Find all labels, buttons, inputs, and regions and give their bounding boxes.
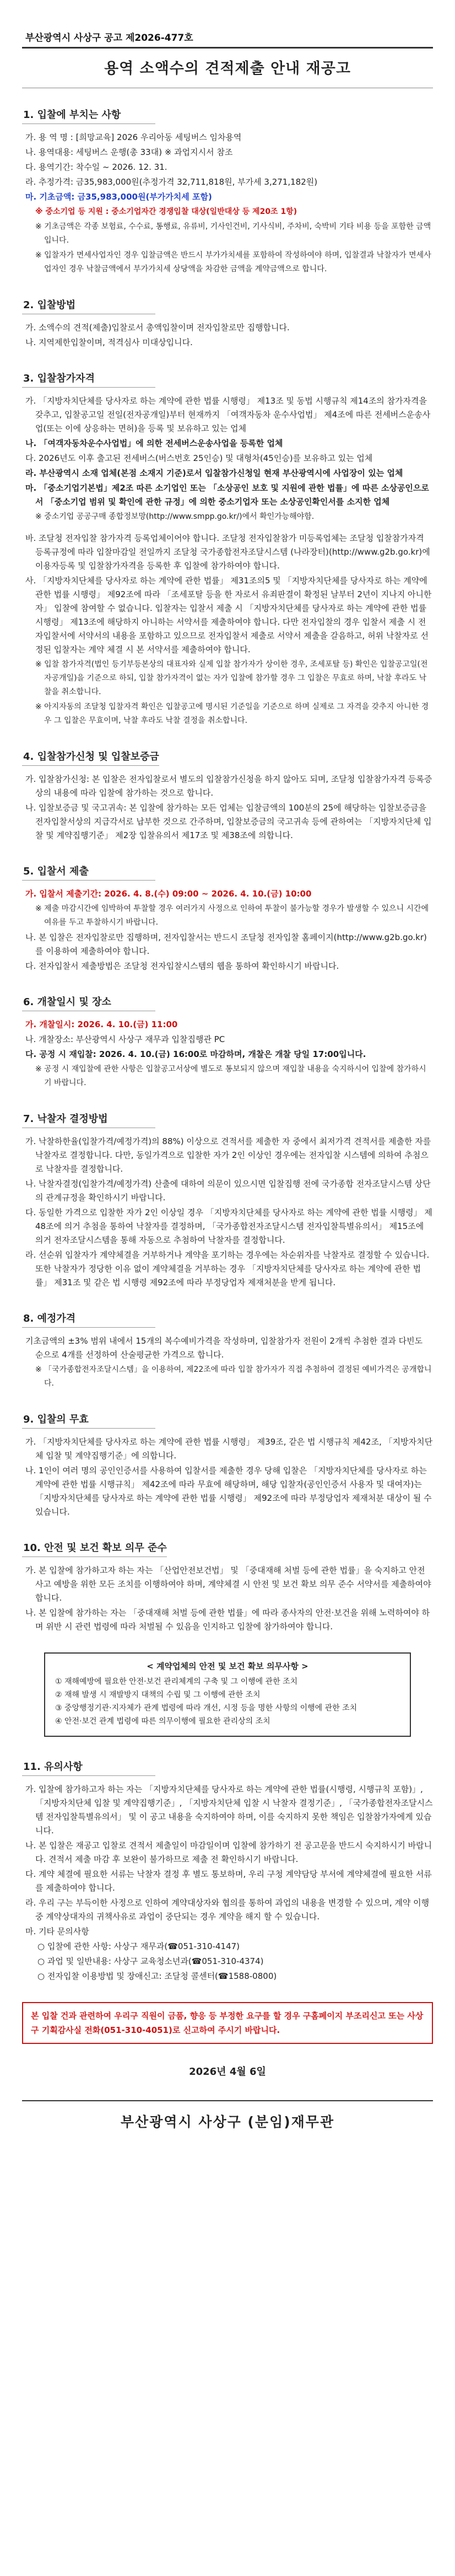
notice-date: 2026년 4월 6일 xyxy=(189,2066,266,2078)
opening-place: 나. 개찰장소: 부산광역시 사상구 재무과 입찰집행관 PC xyxy=(25,1034,225,1044)
section-title: 5. 입찰서 제출 xyxy=(22,861,155,881)
list-item: 가. 소액수의 견적(제출)입찰로서 총액입찰이며 전자입찰로만 집행합니다. xyxy=(25,323,290,332)
section-11 xyxy=(22,1757,433,1983)
safety-obligations-box xyxy=(44,1652,411,1737)
top-rule xyxy=(22,47,433,49)
contact-item: ○ 전자입찰 이용방법 및 장애신고: 조달청 콜센터(☎1588-0800) xyxy=(37,1971,277,1981)
service-name: 가. 용 역 명 : [희망교육] 2026 우리아동 세팅버스 임차용역 xyxy=(25,132,242,142)
section-title: 10. 안전 및 보건 확보 의무 준수 xyxy=(22,1538,167,1557)
list-item: ※ 공정 시 재입찰에 관한 사항은 입찰공고서상에 별도로 통보되지 않으며 재입찰 내용을 숙지하시어 입찰에 참가하시기 바랍니다. xyxy=(35,1065,426,1087)
section-7 xyxy=(22,1109,433,1290)
list-item: ※ 제출 마감시간에 임박하여 투찰할 경우 여러가지 사정으로 인하여 투찰이 불가능할 경우가 발생할 수 있으니 시간에 여유를 두고 투찰하시기 바랍니다. xyxy=(35,904,429,927)
section-1 xyxy=(22,105,433,276)
service-content: 나. 용역대용: 세팅버스 운행(총 33대) ※ 과업지시서 참조 xyxy=(25,147,233,157)
list-item: ④ 안전·보건 관계 법령에 따른 의무이행에 필요한 관리상의 조치 xyxy=(55,1717,270,1726)
list-item: 라. 부산광역시 소재 업체(본점 소재지 기준)로서 입찰참가신청일 현재 부산광역시에 사업장이 있는 업체 xyxy=(25,468,403,478)
estimated-price: 라. 추정가격: 금35,983,000원(추정가격 32,711,818원, 부가세 3,271,182원) xyxy=(25,177,318,187)
contact-item: ○ 과업 및 일반내용: 사상구 교육청소년과(☎051-310-4374) xyxy=(37,1956,264,1966)
list-item: 다. 2026년도 이후 출고된 전세버스(버스번호 25인승) 및 대형차(45인승)를 보유하고 있는 업체 xyxy=(25,453,373,463)
section-title: 8. 예정가격 xyxy=(22,1308,155,1328)
list-item: 라. 우리 구는 부득이한 사정으로 인하여 계약대상자와 협의를 통하여 과업의 내용을 변경할 수 있으며, 계약 이행 중 계약상대자의 귀책사유로 과업이 중단되는 경우 계약을 해지 할 수 있습니다. xyxy=(25,1898,430,1922)
sme-link-note[interactable]: ※ 중소기업 공공구매 종합정보망(http://www.smpp.go.kr/)에서 확인가능해야함. xyxy=(35,512,315,521)
list-item: 나. 낙찰자결정(입찰가격/예정가격) 산출에 대하여 의문이 있으시면 입찰집행 전에 국가종합 전자조달시스템 상단의 관계규정을 확인하시기 바랍니다. xyxy=(25,1179,431,1203)
list-item: 가. 「지방자치단체를 당사자로 하는 계약에 관한 법률 시행령」 제13조 및 동법 시행규칙 제14조의 참가자격을 갖추고, 입찰공고일 전일(전자공개일)부터 현재까지 「여객자동차 운수사업법」 제4조에 따른 전세버스운송사업(또는 이에 상응하는 면허)을 등록 및 보유하고 있는 업체 xyxy=(25,396,431,433)
cost-note: ※ 기초금액은 각종 보험료, 수수료, 통행료, 유류비, 기사인건비, 기사식비, 주차비, 숙박비 기타 비용 등을 포함한 금액입니다. xyxy=(35,222,431,245)
notice-number: 부산광역시 사상구 공고 제2026-477호 xyxy=(25,33,193,44)
list-item: 나. 본 입찰에 참가하는 자는 「중대재해 처벌 등에 관한 법률」에 따라 종사자의 안전·보건을 위해 노력하여야 하며 위반 시 관련 법령에 따라 처벌될 수 있음을 인지하고 입찰에 참가하여야 합니다. xyxy=(25,1608,430,1632)
list-item: ② 재해 발생 시 재발방지 대책의 수립 및 그 이행에 관한 조치 xyxy=(55,1690,261,1699)
list-item: ※ 입찰 참가자격(법인 등기부등본상의 대표자와 실제 입찰 참가자가 상이한 경우, 조세포탈 등) 확인은 입찰공고일(전자공개일)을 기준으로 하되, 입찰 참가자격이 없는 자가 입찰에 참가할 경우 그 입찰은 무효로 하며, 낙찰 후라도 낙찰을 취소합니다. xyxy=(35,660,428,696)
opening-date: 가. 개찰일시: 2026. 4. 10.(금) 11:00 xyxy=(25,1019,178,1029)
list-item: 가. 「지방자치단체를 당사자로 하는 계약에 관한 법률 시행령」 제39조, 같은 법 시행규칙 제42조, 「지방자치단체 입찰 및 계약집행기준」에 의합니다. xyxy=(25,1437,433,1461)
list-item: 가. 낙찰하한율(입찰가격/예정가격)의 88%) 이상으로 견적서를 제출한 자 중에서 최저가격 견적서를 제출한 자를 낙찰자로 결정합니다. 다만, 동일가격으로 입찰한 자가 2인 이상인 경우에는 전자입찰 시스템에 의하여 추첨으로 낙찰자를 결정합니다. xyxy=(25,1136,431,1174)
issuer-signature: 부산광역시 사상구 (분임)재무관 xyxy=(22,2100,433,2131)
list-item: ① 재해예방에 필요한 안전·보건 관리체계의 구축 및 그 이행에 관한 조치 xyxy=(55,1677,298,1686)
list-item: 다. 계약 체결에 필요한 서류는 낙찰자 결정 후 별도 통보하며, 우리 구청 계약담당 부서에 계약체결에 필요한 서류를 제출하여야 합니다. xyxy=(25,1869,432,1893)
section-title: 9. 입찰의 무효 xyxy=(22,1409,155,1429)
page-title: 용역 소액수의 견적제출 안내 재공고 xyxy=(104,60,351,77)
section-title: 6. 개찰일시 및 장소 xyxy=(22,992,155,1011)
section-2 xyxy=(22,295,433,350)
submission-period: 가. 입찰서 제출기간: 2026. 4. 8.(수) 09:00 ~ 2026. 4. 10.(금) 10:00 xyxy=(25,889,312,899)
section-9 xyxy=(22,1409,433,1519)
list-item: 마. 「중소기업기본법」제2조 따른 소기업인 또는 「소상공인 보호 및 지원에 관한 법률」에 따른 소상공인으로서 「중소기업 범위 및 확인에 관한 규정」에 의한 중소기업자 또는 소상공인확인서를 소지한 업체 xyxy=(25,483,429,507)
list-item: 라. 선순위 입찰자가 계약체결을 거부하거나 계약을 포기하는 경우에는 차순위자를 낙찰자로 결정할 수 있습니다. 또한 낙찰자가 정당한 이유 없이 계약체결을 거부하는 경우 「지방자치단체를 당사자로 하는 계약에 관한 법률」 제31조 및 같은 법 시행령 제92조에 따라 부정당업자 제재처분을 받게 됩니다. xyxy=(25,1250,430,1287)
box-title: < 계약업체의 안전 및 보건 확보 의무사항 > xyxy=(147,1661,308,1671)
list-item: 가. 입찰참가신청: 본 입찰은 전자입찰로서 별도의 입찰참가신청을 하지 않아도 되며, 조달청 입찰참가자격 등록증상의 내용에 따라 입찰에 참가하는 것으로 합니다. xyxy=(25,774,432,798)
list-item: 기초금액의 ±3% 범위 내에서 15개의 복수예비가격을 작성하며, 입찰참가자 전원이 2개씩 추첨한 결과 다빈도 순으로 4개를 선정하여 산술평균한 가격으로 합니다. xyxy=(25,1336,423,1360)
section-title: 7. 낙찰자 결정방법 xyxy=(22,1109,155,1128)
section-10 xyxy=(22,1538,433,1634)
section-6 xyxy=(22,992,433,1090)
list-item: 마. 기타 문의사항 xyxy=(25,1926,89,1936)
list-item: 나. 입찰보증금 및 국고귀속: 본 입찰에 참가하는 모든 업체는 입찰금액의 100분의 25에 해당하는 입찰보증금을 전자입찰서상의 지급각서로 납부한 것으로 간주하며, 입찰보증금의 국고귀속 등에 관하여는 「지방자치단체 입찰 및 계약집행기준」 제2장 입찰유의서 제17조 및 제38조에 의합니다. xyxy=(25,803,432,840)
tax-note: ※ 입찰자가 면세사업자인 경우 입찰금액은 반드시 부가가치세를 포함하여 작성하여야 하며, 입찰결과 낙찰자가 면세사업자인 경우 낙찰금액에서 부가가치세 상당액을 차감한 금액을 계약금액으로 합니다. xyxy=(35,251,431,273)
sme-note: ※ 중소기업 등 지원 : 중소기업자간 경쟁입찰 대상(일반대상 등 제20조 1항) xyxy=(35,207,297,216)
section-4 xyxy=(22,747,433,842)
list-item: 다. 전자입찰서 제출방법은 조달청 전자입찰시스템의 웹을 통하여 확인하시기 바랍니다. xyxy=(25,961,339,971)
section-title: 11. 유의사항 xyxy=(22,1757,155,1776)
section-title: 4. 입찰참가신청 및 입찰보증금 xyxy=(22,747,159,766)
list-item: ※ 「국가종합전자조달시스템」을 이용하여, 제22조에 따라 입찰 참가자가 직접 추첨하여 결정된 예비가격은 공개합니다. xyxy=(35,1365,432,1388)
section-title: 3. 입찰참가자격 xyxy=(22,368,155,388)
section-title: 1. 입찰에 부치는 사항 xyxy=(22,105,155,124)
corruption-report-notice: 본 입찰 건과 관련하여 우리구 직원이 금품, 향응 등 부정한 요구를 할 경우 구홈페이지 부조리신고 또는 사상구 기획감사실 전화(051-310-4051)로 신고하여 주시기 바랍니다. xyxy=(22,2002,433,2044)
section-title: 2. 입찰방법 xyxy=(22,295,155,314)
list-item: 가. 본 입찰에 참가하고자 하는 자는 「산업안전보건법」 및 「중대재해 처벌 등에 관한 법률」을 숙지하고 안전사고 예방을 위한 모든 조치를 이행하여야 하며, 계약체결 시 안전 및 보건 확보 의무 준수 서약서를 제출하여야 합니다. xyxy=(25,1565,431,1603)
list-item: ※ 아지자동의 조달청 입찰자격 확인은 입찰공고에 명시된 기준일을 기준으로 하며 실제로 그 자격을 갖추지 아니한 경우 그 입찰은 무효이며, 낙찰 후라도 낙찰 결정을 취소합니다. xyxy=(35,702,429,725)
section-3 xyxy=(22,368,433,728)
list-item: 나. 지역제한입찰이며, 적격심사 미대상입니다. xyxy=(25,337,193,347)
list-item: 나. 1인이 여러 명의 공인인증서를 사용하여 입찰서를 제출한 경우 당해 입찰은 「지방자치단체를 당사자로 하는 계약에 관한 법률 시행규칙」 제42조에 따라 무효에 해당하며, 해당 입찰자(공인인증서 사용자 및 대여자)는 「지방자치단체를 당사자로 하는 계약에 관한 법률 시행령」 제92조에 따라 부정당업자 제재처분 대상이 될 수 있습니다. xyxy=(25,1466,432,1517)
list-item: ③ 중앙행정기관·지자체가 관계 법령에 따라 개선, 시정 등을 명한 사항의 이행에 관한 조치 xyxy=(55,1704,358,1713)
rebid-info: 다. 공정 시 재입찰: 2026. 4. 10.(금) 16:00로 마감하며, 개찰은 개찰 당일 17:00입니다. xyxy=(25,1049,366,1059)
section-8 xyxy=(22,1308,433,1391)
contact-item: ○ 입찰에 관한 사항: 사상구 재무과(☎051-310-4147) xyxy=(37,1941,240,1951)
list-item: 나. 본 입찰은 전자입찰로만 집행하며, 전자입찰서는 반드시 조달청 전자입찰 홈페이지(http://www.g2b.go.kr)를 이용하여 제출하여야 합니다. xyxy=(25,932,427,956)
list-item: 다. 동일한 가격으로 입찰한 자가 2인 이상일 경우 「지방자치단체를 당사자로 하는 계약에 관한 법률 시행령」 제48조에 의거 추첨을 통하여 낙찰자를 결정하며, 「국가종합전자조달시스템 전자입찰특별유의서」 제15조에 의거 전자조달시스템을 통해 자동으로 추첨하여 낙찰자를 결정합니다. xyxy=(25,1208,432,1245)
list-item: 바. 조달청 전자입찰 참가자격 등록업체이어야 합니다. 조달청 전자입찰참가 미등록업체는 조달청 입찰참가자격 등록규정에 따라 입찰마감일 전일까지 조달청 국가종합전자조달시스템 (나라장터)(http://www.g2b.go.kr)에 이용자등록 및 입찰참가자격을 등록한 후 입찰에 참가하여야 합니다. xyxy=(25,533,430,571)
service-period: 다. 용역기간: 착수일 ~ 2026. 12. 31. xyxy=(25,162,167,172)
section-5 xyxy=(22,861,433,973)
list-item: 사. 「지방자치단체를 당사자로 하는 계약에 관한 법률」 제31조의5 및 「지방자치단체를 당사자로 하는 계약에 관한 법률 시행령」 제92조에 따라 「조세포탈 등을 한 자로서 유죄판결이 확정된 날부터 2년이 지나지 아니한 자」 입찰에 참여할 수 없습니다. 입찰자는 입찰서 제출 시 「지방자치단체를 당사자로 하는 계약에 관한 법률 시행령」 제13조에 해당하지 아니하는 서약서를 제출하여야 합니다. 다만 전자입찰의 경우 입찰서 제출 시 전자입찰서에 서약서의 내용을 포함하고 있으므로 전자입찰서 제출로 서약서 제출을 갈음하고, 허위 낙찰자로 선정된 입찰자는 계약 체결 시 본 서약서를 제출하여야 합니다. xyxy=(25,576,432,654)
list-item: 나. 본 입찰은 재공고 입찰로 견적서 제출일이 마감일이며 입찰에 참가하기 전 공고문을 반드시 숙지하시기 바랍니다. 견적서 제출 마감 후 보완이 불가하므로 제출 전 확인하시기 바랍니다. xyxy=(25,1840,432,1864)
list-item: 나. 「여객자동차운수사업법」에 의한 전세버스운송사업을 등록한 업체 xyxy=(25,438,283,448)
list-item: 가. 입찰에 참가하고자 하는 자는 「지방자치단체를 당사자로 하는 계약에 관한 법률(시행령, 시행규칙 포함)」, 「지방자치단체 입찰 및 계약집행기준」, 「지방자치단체 입찰 시 낙찰자 결정기준」, 「국가종합전자조달시스템 전자입찰특별유의서」 및 이 공고 내용을 숙지하여야 하며, 이를 숙지하지 못한 책임은 입찰참가자에게 있습니다. xyxy=(25,1784,433,1836)
base-amount: 마. 기초금액: 금35,983,000원(부가가치세 포함) xyxy=(25,192,212,202)
